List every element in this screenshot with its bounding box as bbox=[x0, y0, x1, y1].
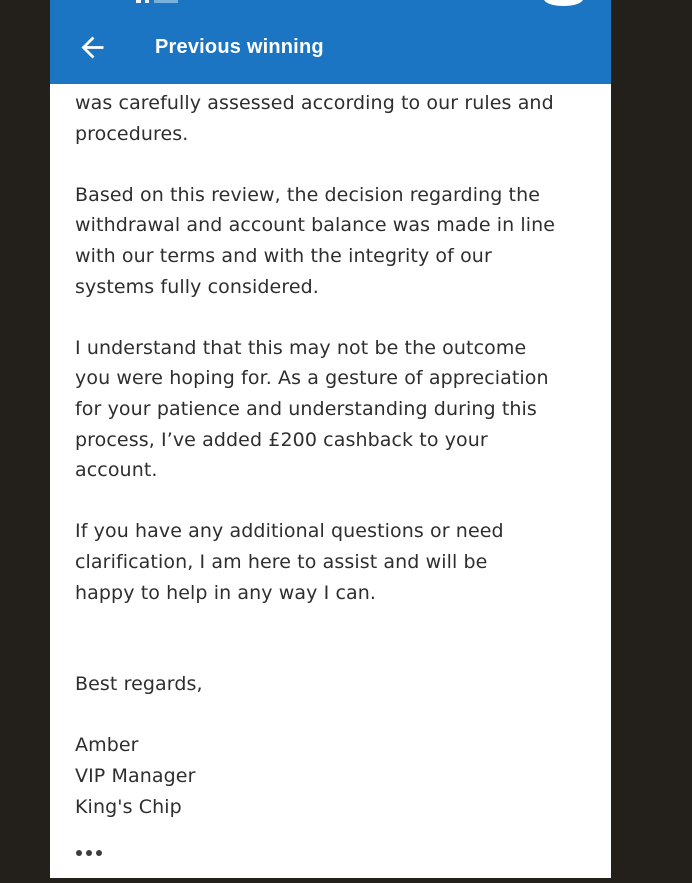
cutoff-glyph bbox=[145, 0, 149, 3]
app-header bbox=[50, 0, 611, 84]
message-line: with our terms and with the integrity of our bbox=[75, 244, 492, 267]
message-line: procedures. bbox=[75, 122, 189, 145]
arrow-left-icon bbox=[76, 31, 109, 64]
sender-role: VIP Manager bbox=[75, 765, 196, 788]
show-trimmed-content-button[interactable] bbox=[76, 850, 102, 856]
three-dots-icon bbox=[86, 850, 92, 856]
message-paragraph bbox=[75, 333, 585, 486]
message-paragraph bbox=[75, 88, 585, 149]
message-line: account. bbox=[75, 459, 158, 482]
app-viewport bbox=[50, 0, 611, 878]
avatar-icon bbox=[544, 0, 583, 6]
message-line: process, I’ve added £200 cashback to your bbox=[75, 428, 488, 451]
message-paragraph bbox=[75, 516, 585, 608]
page-title: Previous winning bbox=[155, 35, 324, 58]
message-signature bbox=[75, 730, 585, 822]
three-dots-icon bbox=[76, 850, 82, 856]
message-line: withdrawal and account balance was made in line bbox=[75, 214, 556, 237]
message-line: happy to help in any way I can. bbox=[75, 581, 377, 604]
message-line: Based on this review, the decision regarding the bbox=[75, 183, 541, 206]
three-dots-icon bbox=[96, 850, 102, 856]
message-line: If you have any additional questions or need bbox=[75, 520, 504, 543]
sender-name: Amber bbox=[75, 734, 139, 757]
message-signoff bbox=[75, 669, 585, 700]
back-button[interactable] bbox=[75, 30, 109, 64]
message-paragraph bbox=[75, 180, 585, 302]
cutoff-glyph bbox=[154, 0, 178, 3]
message-line: systems fully considered. bbox=[75, 275, 319, 298]
message-line: for your patience and understanding during this bbox=[75, 397, 537, 420]
message-scroll-area[interactable] bbox=[50, 84, 611, 856]
message-line: I understand that this may not be the outcome bbox=[75, 336, 527, 359]
message-line: was carefully assessed according to our rules and bbox=[75, 92, 554, 114]
message-line: clarification, I am here to assist and will be bbox=[75, 550, 488, 573]
message-line: you were hoping for. As a gesture of appreciation bbox=[75, 367, 549, 390]
message-line: Best regards, bbox=[75, 673, 203, 696]
cutoff-glyph bbox=[136, 0, 141, 3]
sender-org: King's Chip bbox=[75, 795, 182, 818]
